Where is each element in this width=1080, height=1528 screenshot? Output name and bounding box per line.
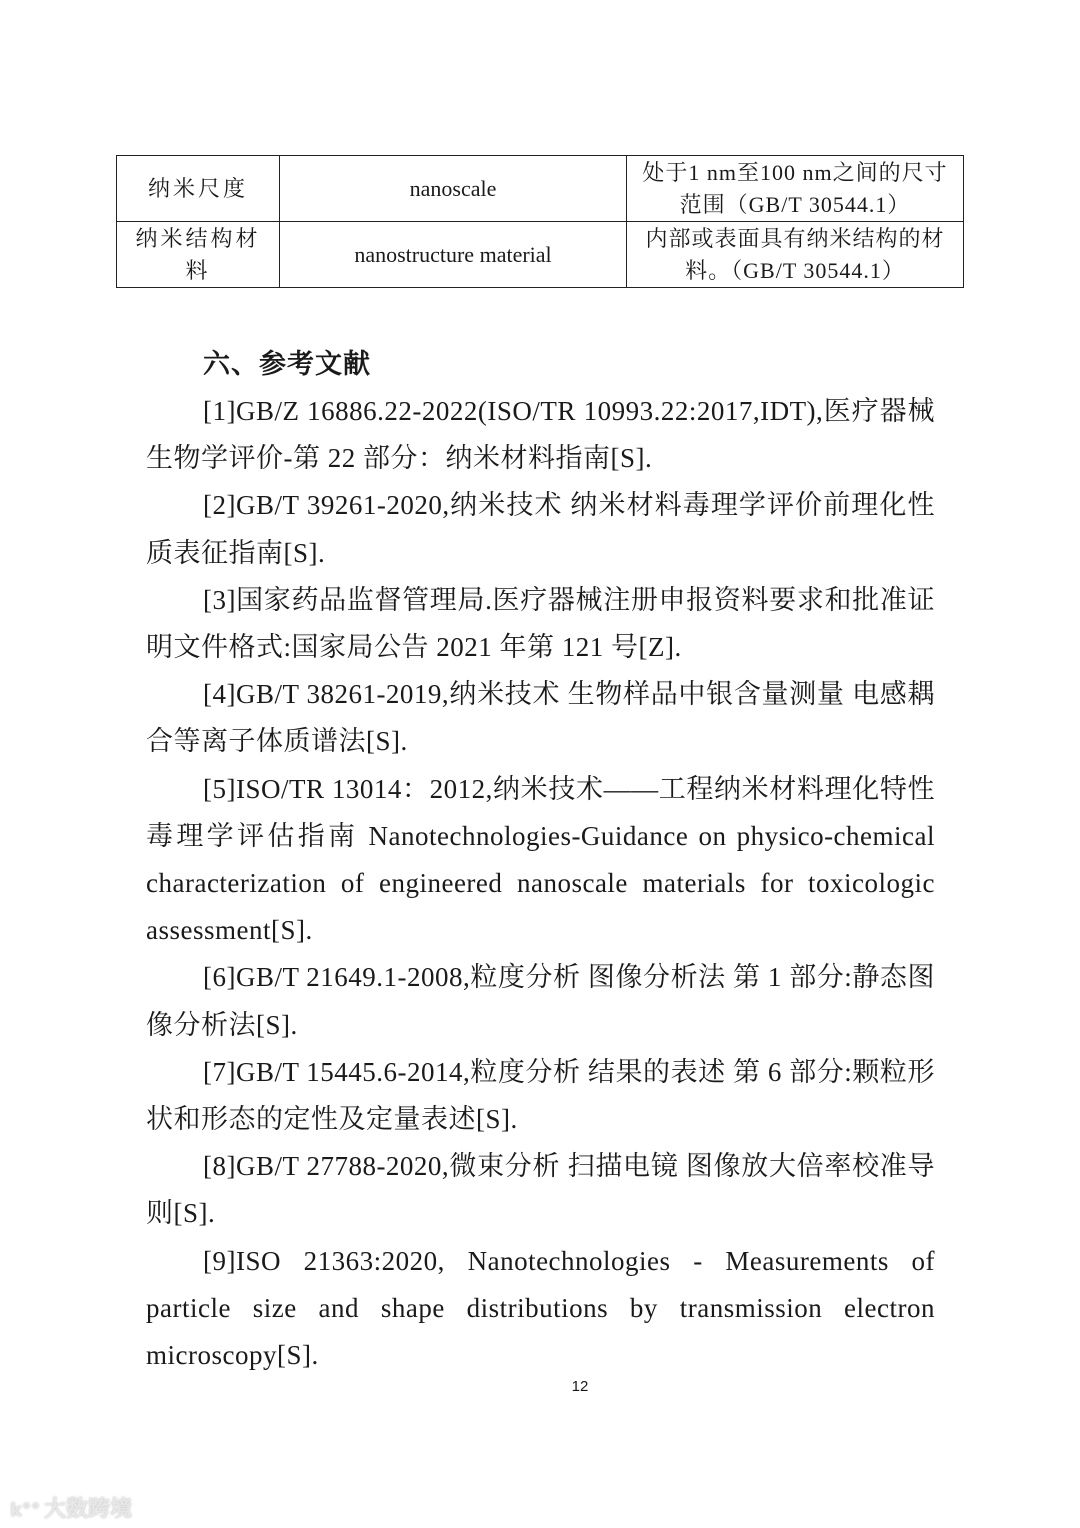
terms-table	[116, 155, 964, 288]
reference-item: [9]ISO 21363:2020, Nanotechnologies - Measurements of particle size and shape distributions by transmission electron microscopy[S].	[146, 1245, 935, 1371]
section-heading: 六、参考文献	[203, 349, 371, 380]
table-row	[117, 222, 964, 288]
definition-cell: 内部或表面具有纳米结构的材料。（GB/T 30544.1）	[627, 222, 964, 288]
reference-item: [6]GB/T 21649.1-2008,粒度分析 图像分析法 第 1 部分:静态图像分析法[S].	[146, 962, 935, 1040]
term-cn-cell: 纳米结构材料	[117, 222, 280, 288]
reference-item: [8]GB/T 27788-2020,微束分析 扫描电镜 图像放大倍率校准导则[S].	[146, 1151, 935, 1229]
reference-item: [5]ISO/TR 13014：2012,纳米技术——工程纳米材料理化特性毒理学评估指南 Nanotechnologies-Guidance on physico-chemical characterization of engineered nanoscale materials for toxicologic assessment[S].	[146, 773, 935, 946]
reference-item: [7]GB/T 15445.6-2014,粒度分析 结果的表述 第 6 部分:颗粒形状和形态的定性及定量表述[S].	[146, 1056, 935, 1135]
watermark-text: 大数跨境	[43, 1497, 132, 1522]
page-number: 12	[571, 1378, 589, 1395]
watermark-logo-icon: k°°	[10, 1500, 40, 1521]
watermark	[10, 1492, 132, 1523]
term-cn-cell: 纳米尺度	[117, 156, 280, 222]
reference-item: [2]GB/T 39261-2020,纳米技术 纳米材料毒理学评价前理化性质表征指南[S].	[146, 490, 935, 568]
definition-cell: 处于1 nm至100 nm之间的尺寸范围（GB/T 30544.1）	[627, 156, 964, 222]
term-en-cell: nanostructure material	[280, 222, 627, 288]
reference-item: [1]GB/Z 16886.22-2022(ISO/TR 10993.22:2017,IDT),医疗器械生物学评价-第 22 部分：纳米材料指南[S].	[146, 396, 935, 474]
term-en-cell: nanoscale	[280, 156, 627, 222]
table-row	[117, 156, 964, 222]
reference-list	[146, 388, 935, 1379]
reference-item: [4]GB/T 38261-2019,纳米技术 生物样品中银含量测量 电感耦合等离子体质谱法[S].	[146, 679, 935, 757]
reference-item: [3]国家药品监督管理局.医疗器械注册申报资料要求和批准证明文件格式:国家局公告 2021 年第 121 号[Z].	[146, 584, 935, 663]
